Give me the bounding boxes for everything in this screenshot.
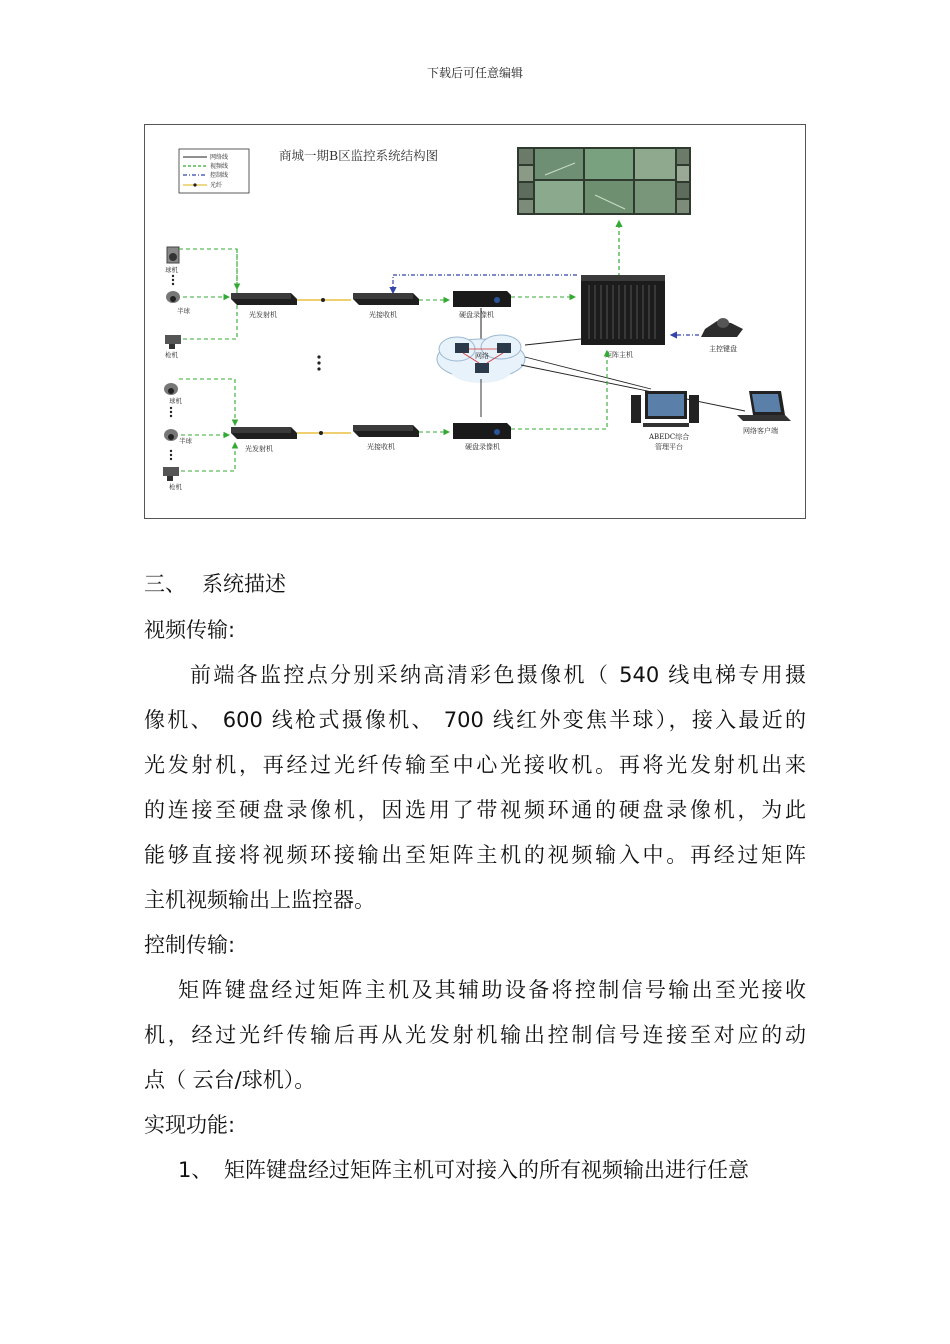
label-client: 网络客户端 — [743, 427, 778, 435]
section-title: 系统描述 — [202, 572, 286, 596]
video-line-1: 前端各监控点分别采纳高清彩色摄像机（ 540 线电梯专用摄 — [190, 663, 806, 687]
label-gun-top: 枪机 — [165, 351, 178, 359]
video-line-4: 的连接至硬盘录像机，因选用了带视频环通的硬盘录像机，为此 — [144, 798, 806, 822]
function-item-number: 1、 — [178, 1158, 213, 1182]
network-client — [737, 391, 791, 421]
video-wall — [517, 147, 691, 215]
top-camera-group — [165, 247, 191, 359]
keyboard-device — [701, 318, 743, 337]
label-platform-2: 管理平台 — [655, 443, 683, 451]
label-rx-top: 光接收机 — [369, 311, 397, 319]
legend-control: 控制线 — [210, 172, 229, 179]
label-dvr-bottom: 硬盘录像机 — [465, 443, 500, 451]
label-matrix: 矩阵主机 — [605, 351, 633, 359]
label-tx-bottom: 光发射机 — [245, 445, 273, 453]
label-tx-top: 光发射机 — [249, 311, 277, 319]
function-heading: 实现功能: — [144, 1113, 236, 1137]
label-keyboard: 主控键盘 — [709, 345, 737, 353]
label-gun-bottom: 枪机 — [169, 483, 182, 491]
label-half-top: 半球 — [177, 307, 190, 315]
control-heading: 控制传输: — [144, 933, 236, 957]
control-line-1: 矩阵键盘经过矩阵主机及其辅助设备将控制信号输出至光接收 — [178, 978, 806, 1002]
label-network: 网络 — [475, 352, 489, 360]
function-item-1 — [178, 1156, 806, 1184]
section-heading — [144, 570, 286, 598]
tx-bottom — [231, 427, 297, 439]
control-line-2: 机，经过光纤传输后再从光发射机输出控制信号连接至对应的动 — [144, 1023, 806, 1047]
tx-top — [231, 293, 297, 305]
dvr-bottom — [453, 423, 511, 439]
label-rx-bottom: 光接收机 — [367, 443, 395, 451]
diagram-title: 商城一期B区监控系统结构图 — [279, 148, 439, 163]
label-dome-top: 球机 — [165, 266, 178, 274]
control-line-3: 点（ 云台/球机）。 — [144, 1068, 316, 1092]
label-dvr-top: 硬盘录像机 — [459, 311, 494, 319]
diagram-legend — [179, 149, 249, 193]
dvr-top — [453, 291, 511, 307]
label-platform-1: ABEDC综合 — [649, 433, 690, 441]
video-line-6: 主机视频输出上监控器。 — [144, 888, 375, 912]
legend-network: 网络线 — [210, 154, 229, 161]
function-item-text: 矩阵键盘经过矩阵主机可对接入的所有视频输出进行任意 — [224, 1158, 749, 1182]
rx-top — [353, 293, 419, 305]
bottom-camera-group — [163, 383, 193, 491]
label-dome-bottom: 球机 — [169, 397, 182, 405]
video-line-3: 光发射机，再经过光纤传输至中心光接收机。再将光发射机出来 — [144, 753, 806, 777]
section-number: 三、 — [144, 572, 186, 596]
legend-video: 视频线 — [210, 163, 229, 170]
video-heading: 视频传输: — [144, 618, 236, 642]
video-line-2: 像机、 600 线枪式摄像机、 700 线红外变焦半球），接入最近的 — [144, 708, 806, 732]
video-line-5: 能够直接将视频环接输出至矩阵主机的视频输入中。再经过矩阵 — [144, 843, 806, 867]
label-half-bottom: 半球 — [179, 437, 192, 445]
system-diagram — [144, 124, 806, 519]
legend-fiber: 光纤 — [210, 182, 223, 189]
management-platform — [631, 391, 699, 427]
rx-bottom — [353, 425, 419, 437]
page-header: 下载后可任意编辑 — [426, 66, 523, 80]
matrix-host — [581, 275, 665, 345]
diagram-canvas — [145, 125, 805, 518]
